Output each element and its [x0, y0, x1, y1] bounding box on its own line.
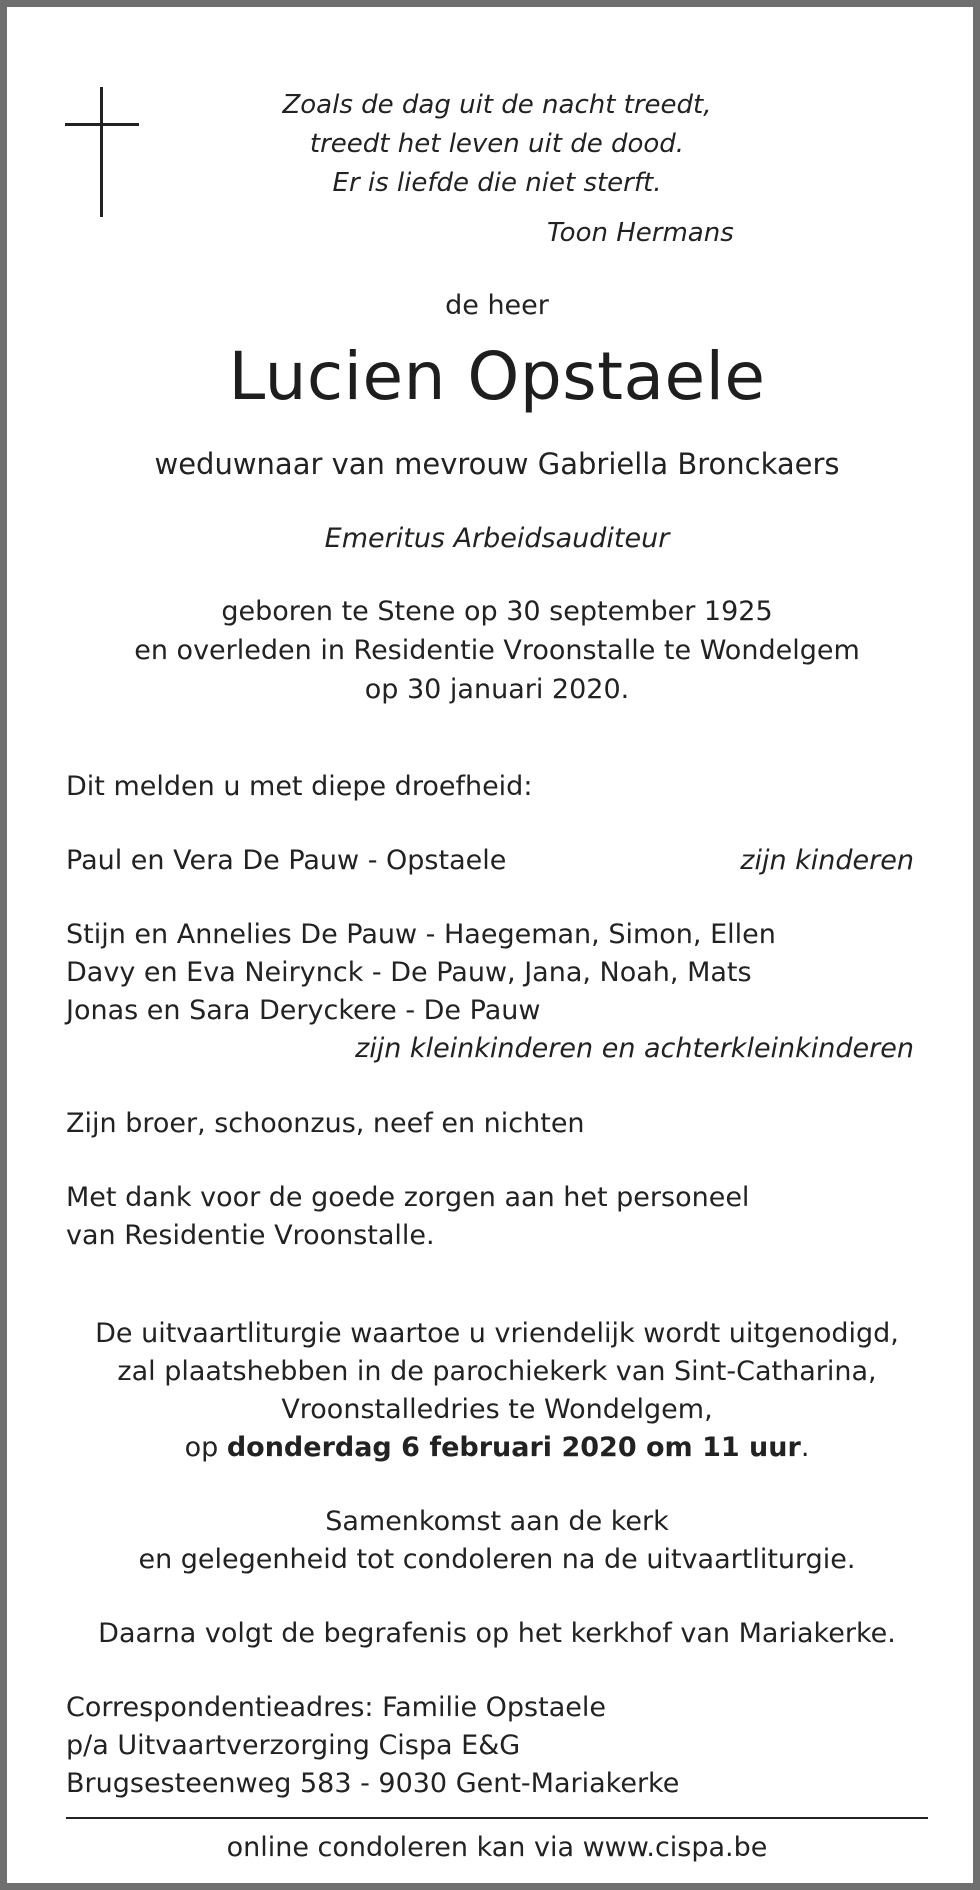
thanks-line: van Residentie Vroonstalle. [66, 1220, 435, 1251]
birth-line: geboren te Stene op 30 september 1925 [221, 596, 773, 627]
children-names: Paul en Vera De Pauw - Opstaele [66, 845, 507, 876]
burial-line: Daarna volgt de begrafenis op het kerkhof van Mariakerke. [98, 1618, 896, 1649]
liturgy-date-suffix: . [800, 1432, 810, 1463]
occupation-title: Emeritus Arbeidsauditeur [324, 523, 670, 554]
death-line: en overleden in Residentie Vroonstalle te Wondelgem [134, 635, 860, 666]
quote-line: Zoals de dag uit de nacht treedt, [282, 90, 712, 120]
grandchildren-line: Stijn en Annelies De Pauw - Haegeman, Simon, Ellen [66, 919, 776, 950]
grandchildren-line: Jonas en Sara Deryckere - De Pauw [66, 995, 541, 1026]
liturgy-date-line [7, 1429, 980, 1467]
liturgy-line: De uitvaartliturgie waartoe u vriendelijk wordt uitgenodigd, [95, 1318, 899, 1349]
divider [66, 1817, 928, 1819]
liturgy-line: zal plaatshebben in de parochiekerk van Sint-Catharina, [117, 1356, 877, 1387]
gathering-line: Samenkomst aan de kerk [325, 1506, 669, 1537]
grandchildren-relation: zijn kleinkinderen en achterkleinkinderen [355, 1033, 914, 1064]
quote-line: Er is liefde die niet sterft. [332, 168, 662, 198]
children-relation: zijn kinderen [740, 845, 914, 876]
liturgy-line: Vroonstalledries te Wondelgem, [281, 1394, 713, 1425]
address-line: p/a Uitvaartverzorging Cispa E&G [66, 1730, 521, 1761]
liturgy-date: donderdag 6 februari 2020 om 11 uur [226, 1432, 801, 1463]
liturgy-date-prefix: op [184, 1432, 227, 1463]
death-date-line: op 30 januari 2020. [364, 674, 630, 705]
quote-line: treedt het leven uit de dood. [309, 129, 685, 159]
deceased-name: Lucien Opstaele [228, 338, 766, 415]
honorific: de heer [445, 290, 549, 321]
siblings-line: Zijn broer, schoonzus, neef en nichten [66, 1108, 585, 1139]
gathering-line: en gelegenheid tot condoleren na de uitvaartliturgie. [138, 1544, 856, 1575]
grandchildren-line: Davy en Eva Neirynck - De Pauw, Jana, Noah, Mats [66, 957, 752, 988]
spouse-line: weduwnaar van mevrouw Gabriella Bronckaers [154, 447, 840, 481]
online-condolence: online condoleren kan via www.cispa.be [226, 1832, 768, 1863]
quote-author: Toon Hermans [547, 218, 734, 248]
address-line: Correspondentieadres: Familie Opstaele [66, 1692, 606, 1723]
announcement: Dit melden u met diepe droefheid: [66, 771, 533, 802]
address-line: Brugsesteenweg 583 - 9030 Gent-Mariakerke [66, 1768, 680, 1799]
thanks-line: Met dank voor de goede zorgen aan het personeel [66, 1182, 750, 1213]
